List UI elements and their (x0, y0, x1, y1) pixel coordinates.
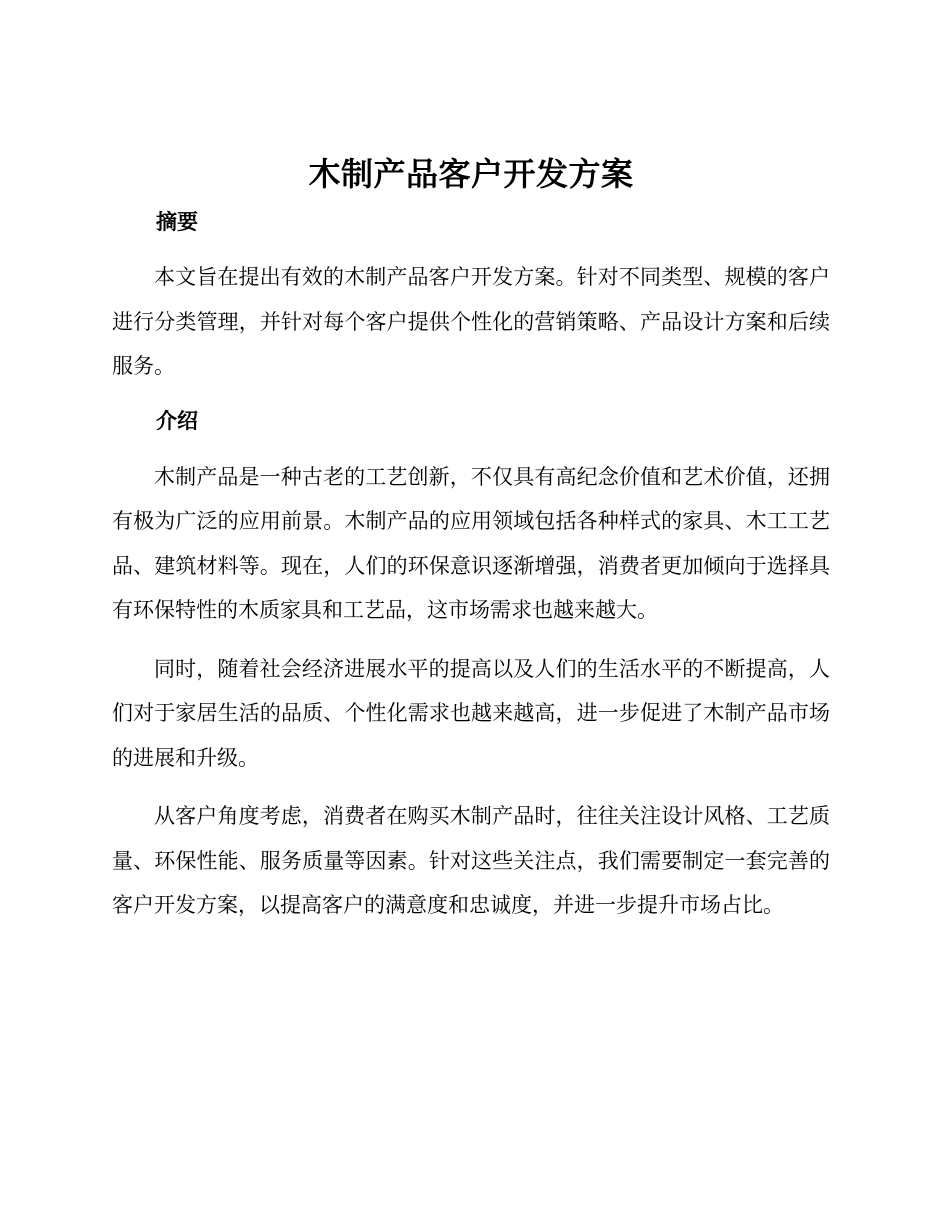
section-heading-introduction: 介绍 (156, 408, 198, 433)
introduction-paragraph-3: 从客户角度考虑，消费者在购买木制产品时，往往关注设计风格、工艺质量、环保性能、服务质量等因素。针对这些关注点，我们需要制定一套完善的客户开发方案，以提高客户的满意度和忠诚度，并进一步提升市场占比。 (112, 804, 830, 917)
introduction-paragraph-1: 木制产品是一种古老的工艺创新，不仅具有高纪念价值和艺术价值，还拥有极为广泛的应用前景。木制产品的应用领域包括各种样式的家具、木工工艺品、建筑材料等。现在，人们的环保意识逐渐增强，消费者更加倾向于选择具有环保特性的木质家具和工艺品，这市场需求也越来越大。 (112, 464, 830, 622)
document-title: 木制产品客户开发方案 (308, 155, 634, 193)
introduction-paragraph-2: 同时，随着社会经济进展水平的提高以及人们的生活水平的不断提高，人们对于家居生活的品质、个性化需求也越来越高，进一步促进了木制产品市场的进展和升级。 (112, 656, 830, 770)
section-heading-abstract: 摘要 (156, 210, 198, 234)
document-body (112, 146, 830, 928)
abstract-paragraph: 本文旨在提出有效的木制产品客户开发方案。针对不同类型、规模的客户进行分类管理，并针对每个客户提供个性化的营销策略、产品设计方案和后续服务。 (112, 265, 830, 378)
